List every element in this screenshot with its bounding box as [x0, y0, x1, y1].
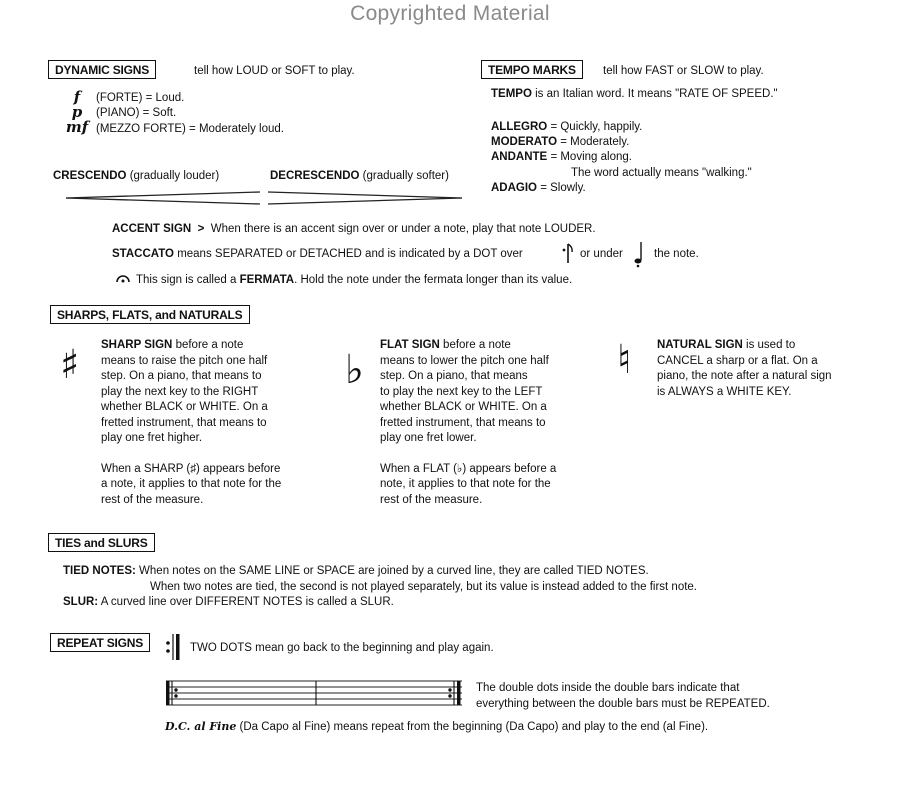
tempo-marks-intro: tell how FAST or SLOW to play. [603, 65, 764, 77]
watermark: Copyrighted Material [350, 2, 550, 25]
forte-symbol: f [73, 88, 81, 106]
decrescendo-hairpin [266, 190, 466, 206]
double-bars-line2: everything between the double bars must be REPEATED. [476, 698, 770, 710]
sharp-icon: ♯ [60, 342, 80, 388]
adagio-line: ADAGIO = Slowly. [491, 182, 586, 194]
piano-text: (PIANO) = Soft. [96, 107, 177, 119]
repeat-signs-heading: REPEAT SIGNS [50, 633, 150, 652]
dynamic-signs-heading: DYNAMIC SIGNS [48, 60, 156, 79]
accent-line: ACCENT SIGN > When there is an accent sign over or under a note, play that note LOUDER. [112, 223, 596, 235]
mezzo-forte-symbol: mf [65, 118, 89, 136]
natural-description: NATURAL SIGN is used to CANCEL a sharp or a flat. On a piano, the note after a natural sign is ALWAYS a WHITE KEY. [657, 339, 832, 398]
crescendo-line: CRESCENDO (gradually louder) [53, 170, 220, 182]
tied-notes-line1: TIED NOTES: When notes on the SAME LINE or SPACE are joined by a curved line, they are called TIED NOTES. [63, 565, 649, 577]
flat-icon: ♭ [345, 347, 364, 393]
dynamic-signs-intro: tell how LOUD or SOFT to play. [194, 65, 355, 77]
staccato-over-note-icon [561, 240, 575, 266]
sharp-description: SHARP SIGN before a note means to raise the pitch one half step. On a piano, that means to play the next key to the RIGHT whether BLACK or WHITE. On a fretted instrument, that means to play one fret higher. When a SHARP (♯) appears before a note, it applies to that note for the rest of the measure. [101, 339, 282, 506]
piano-symbol: p [71, 103, 83, 121]
fermata-line: This sign is called a FERMATA. Hold the note under the fermata longer than its value. [136, 274, 573, 286]
allegro-line: ALLEGRO = Quickly, happily. [491, 121, 643, 133]
forte-text: (FORTE) = Loud. [96, 92, 185, 104]
dc-al-fine-line: D.C. al Fine (Da Capo al Fine) means repeat from the beginning (Da Capo) and play to the end (al Fine). [165, 720, 709, 733]
fermata-icon [115, 272, 131, 284]
decrescendo-line: DECRESCENDO (gradually softer) [270, 170, 449, 182]
slur-line: SLUR: A curved line over DIFFERENT NOTES is called a SLUR. [63, 596, 394, 608]
double-bars-line1: The double dots inside the double bars indicate that [476, 682, 740, 694]
crescendo-hairpin [64, 190, 264, 206]
repeat-sign-icon [164, 632, 182, 662]
mezzo-forte-text: (MEZZO FORTE) = Moderately loud. [96, 123, 284, 135]
andante-line: ANDANTE = Moving along. [491, 151, 632, 163]
natural-icon: ♮ [617, 337, 632, 383]
staccato-or-under: or under [580, 248, 623, 260]
ties-slurs-heading: TIES and SLURS [48, 533, 155, 552]
staccato-line: STACCATO means SEPARATED or DETACHED and is indicated by a DOT over [112, 248, 523, 260]
staccato-under-note-icon [631, 240, 645, 268]
tied-notes-line2: When two notes are tied, the second is not played separately, but its value is instead added to the first note. [150, 581, 698, 593]
staccato-the-note: the note. [654, 248, 699, 260]
repeat-staff-diagram [164, 675, 464, 711]
andante-extra: The word actually means "walking." [571, 167, 752, 179]
tempo-marks-heading: TEMPO MARKS [481, 60, 583, 79]
accent-symbol: > [197, 223, 205, 235]
accidentals-heading: SHARPS, FLATS, and NATURALS [50, 305, 250, 324]
flat-description: FLAT SIGN before a note means to lower the pitch one half step. On a piano, that means to play the next key to the LEFT whether BLACK or WHITE. On a fretted instrument, that means to play one fret lower. When a FLAT (♭) appears before a note, it applies to that note for the rest of the measure. [380, 339, 557, 506]
moderato-line: MODERATO = Moderately. [491, 136, 630, 148]
tempo-definition: TEMPO is an Italian word. It means "RATE OF SPEED." [491, 88, 778, 100]
two-dots-text: TWO DOTS mean go back to the beginning and play again. [190, 642, 494, 654]
